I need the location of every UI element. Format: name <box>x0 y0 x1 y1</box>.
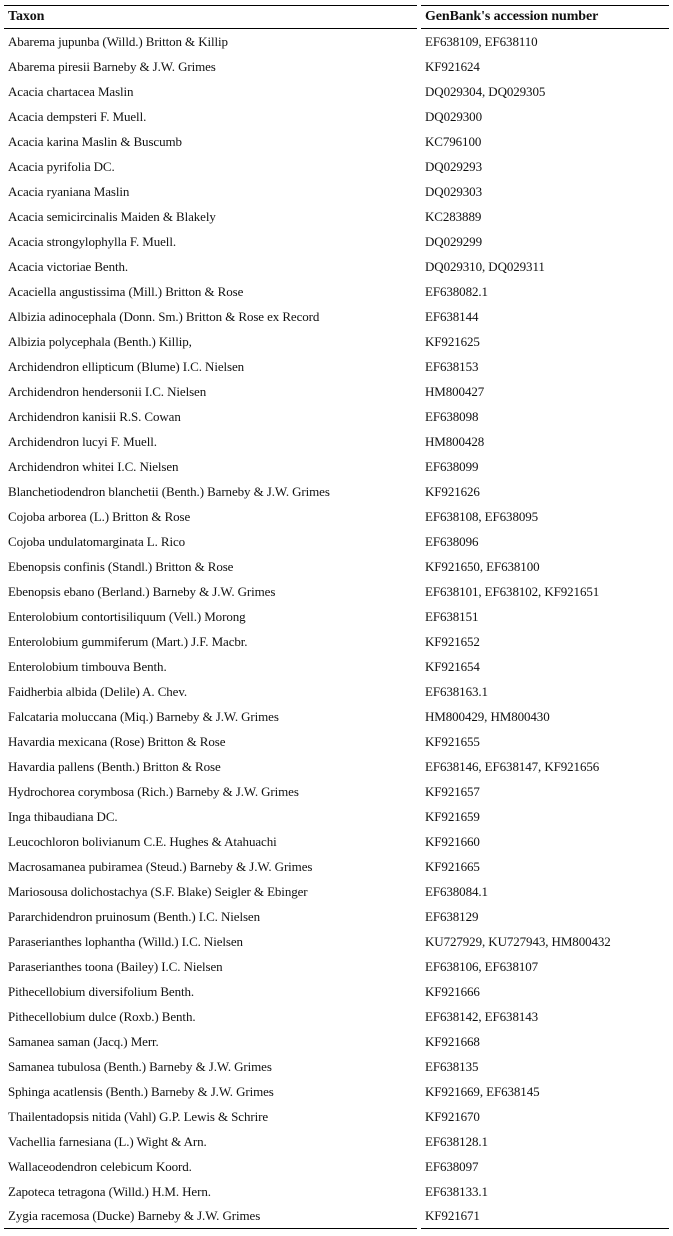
taxon-cell: Hydrochorea corymbosa (Rich.) Barneby & J.W. Grimes <box>8 783 299 799</box>
taxon-cell: Abarema jupunba (Willd.) Britton & Killip <box>8 33 228 49</box>
accession-cell: KF921665 <box>425 858 480 874</box>
taxon-cell: Acacia victoriae Benth. <box>8 258 129 274</box>
accession-cell: KF921655 <box>425 733 480 749</box>
accession-cell: EF638096 <box>425 533 479 549</box>
table-row <box>4 579 669 604</box>
taxon-cell: Acaciella angustissima (Mill.) Britton & Rose <box>8 283 244 299</box>
table-row <box>4 329 669 354</box>
taxon-cell: Havardia pallens (Benth.) Britton & Rose <box>8 758 221 774</box>
table-row <box>4 379 669 404</box>
accession-cell: KF921668 <box>425 1033 480 1049</box>
taxon-cell: Enterolobium contortisiliquum (Vell.) Morong <box>8 608 246 624</box>
taxon-cell: Thailentadopsis nitida (Vahl) G.P. Lewis & Schrire <box>8 1108 269 1124</box>
accession-cell: EF638099 <box>425 458 479 474</box>
accession-cell: EF638106, EF638107 <box>425 958 539 974</box>
taxon-cell: Ebenopsis confinis (Standl.) Britton & Rose <box>8 558 234 574</box>
taxon-cell: Mariosousa dolichostachya (S.F. Blake) Seigler & Ebinger <box>8 883 308 899</box>
taxon-cell: Acacia semicircinalis Maiden & Blakely <box>8 208 216 224</box>
table-row <box>4 129 669 154</box>
table-row <box>4 1079 669 1104</box>
taxon-cell: Falcataria moluccana (Miq.) Barneby & J.W. Grimes <box>8 708 279 724</box>
taxon-cell: Havardia mexicana (Rose) Britton & Rose <box>8 733 226 749</box>
table-row <box>4 754 669 779</box>
table-row <box>4 304 669 329</box>
taxon-cell: Ebenopsis ebano (Berland.) Barneby & J.W. Grimes <box>8 583 276 599</box>
accession-cell: KC283889 <box>425 208 482 224</box>
accession-cell: DQ029299 <box>425 233 482 249</box>
taxon-cell: Wallaceodendron celebicum Koord. <box>8 1158 192 1174</box>
taxon-cell: Blanchetiodendron blanchetii (Benth.) Barneby & J.W. Grimes <box>8 483 330 499</box>
taxon-cell: Enterolobium gummiferum (Mart.) J.F. Macbr. <box>8 633 248 649</box>
taxon-cell: Zygia racemosa (Ducke) Barneby & J.W. Grimes <box>4 1204 417 1229</box>
table-row <box>4 54 669 79</box>
accession-cell: EF638142, EF638143 <box>425 1008 539 1024</box>
taxon-cell: Acacia karina Maslin & Buscumb <box>8 133 182 149</box>
header-taxon: Taxon <box>4 5 417 29</box>
table-row <box>4 229 669 254</box>
taxon-cell: Inga thibaudiana DC. <box>8 808 118 824</box>
table-row <box>4 979 669 1004</box>
taxon-cell: Albizia adinocephala (Donn. Sm.) Britton & Rose ex Record <box>8 308 320 324</box>
table-row <box>4 1029 669 1054</box>
accession-cell: KF921670 <box>425 1108 480 1124</box>
accession-cell: KF921652 <box>425 633 480 649</box>
taxon-cell: Archidendron ellipticum (Blume) I.C. Nielsen <box>8 358 245 374</box>
table-row <box>4 854 669 879</box>
accession-cell: EF638084.1 <box>425 883 488 899</box>
accession-cell: EF638151 <box>425 608 479 624</box>
table-row <box>4 1004 669 1029</box>
taxon-cell: Zapoteca tetragona (Willd.) H.M. Hern. <box>8 1183 211 1199</box>
table-row <box>4 529 669 554</box>
table-row <box>4 404 669 429</box>
table-row <box>4 179 669 204</box>
table-row <box>4 654 669 679</box>
table-row <box>4 629 669 654</box>
accession-cell: EF638098 <box>425 408 479 424</box>
taxon-cell: Cojoba undulatomarginata L. Rico <box>8 533 186 549</box>
accession-cell: EF638101, EF638102, KF921651 <box>425 583 600 599</box>
taxon-cell: Archidendron hendersonii I.C. Nielsen <box>8 383 207 399</box>
accession-cell: EF638082.1 <box>425 283 488 299</box>
accession-table <box>4 5 669 1229</box>
table-row <box>4 454 669 479</box>
table-row <box>4 779 669 804</box>
taxon-cell: Archidendron lucyi F. Muell. <box>8 433 157 449</box>
table-row <box>4 1129 669 1154</box>
accession-cell: KF921657 <box>425 783 480 799</box>
accession-cell: EF638129 <box>425 908 479 924</box>
accession-cell: KF921654 <box>425 658 480 674</box>
accession-cell: DQ029310, DQ029311 <box>425 258 545 274</box>
table-row <box>4 1204 669 1229</box>
table-header <box>4 5 669 29</box>
table-row <box>4 1179 669 1204</box>
accession-cell: EF638109, EF638110 <box>425 33 538 49</box>
accession-cell: EF638097 <box>425 1158 479 1174</box>
taxon-cell: Acacia dempsteri F. Muell. <box>8 108 147 124</box>
accession-cell: HM800429, HM800430 <box>425 708 550 724</box>
table-row <box>4 679 669 704</box>
accession-cell: DQ029304, DQ029305 <box>425 83 546 99</box>
table-row <box>4 279 669 304</box>
table-row <box>4 929 669 954</box>
accession-cell: HM800427 <box>425 383 485 399</box>
taxon-cell: Samanea tubulosa (Benth.) Barneby & J.W. Grimes <box>8 1058 272 1074</box>
taxon-cell: Archidendron whitei I.C. Nielsen <box>8 458 179 474</box>
taxon-cell: Faidherbia albida (Delile) A. Chev. <box>8 683 188 699</box>
taxon-cell: Vachellia farnesiana (L.) Wight & Arn. <box>8 1133 207 1149</box>
table-row <box>4 104 669 129</box>
table-row <box>4 479 669 504</box>
accession-cell: EF638153 <box>425 358 479 374</box>
taxon-cell: Acacia pyrifolia DC. <box>8 158 115 174</box>
taxon-cell: Macrosamanea pubiramea (Steud.) Barneby & J.W. Grimes <box>8 858 313 874</box>
accession-cell: EF638135 <box>425 1058 479 1074</box>
table-row <box>4 904 669 929</box>
accession-cell: KF921666 <box>425 983 480 999</box>
accession-cell: EF638133.1 <box>425 1183 488 1199</box>
table-row <box>4 729 669 754</box>
taxon-cell: Albizia polycephala (Benth.) Killip, <box>8 333 192 349</box>
accession-cell: KC796100 <box>425 133 482 149</box>
table-row <box>4 804 669 829</box>
taxon-cell: Pithecellobium diversifolium Benth. <box>8 983 195 999</box>
table-row <box>4 554 669 579</box>
table-row <box>4 829 669 854</box>
taxon-cell: Cojoba arborea (L.) Britton & Rose <box>8 508 191 524</box>
table-row <box>4 354 669 379</box>
accession-cell: KF921626 <box>425 483 480 499</box>
taxon-cell: Enterolobium timbouva Benth. <box>8 658 167 674</box>
header-accession: GenBank's accession number <box>421 5 669 29</box>
table-row <box>4 604 669 629</box>
accession-cell: KF921671 <box>421 1204 669 1229</box>
table-row <box>4 704 669 729</box>
accession-cell: KF921669, EF638145 <box>425 1083 540 1099</box>
table-row <box>4 254 669 279</box>
accession-cell: KF921659 <box>425 808 480 824</box>
table-row <box>4 29 669 54</box>
taxon-cell: Leucochloron bolivianum C.E. Hughes & Atahuachi <box>8 833 277 849</box>
table-row <box>4 204 669 229</box>
accession-cell: EF638108, EF638095 <box>425 508 539 524</box>
accession-cell: EF638146, EF638147, KF921656 <box>425 758 600 774</box>
table-row <box>4 79 669 104</box>
accession-cell: KF921660 <box>425 833 480 849</box>
taxon-cell: Sphinga acatlensis (Benth.) Barneby & J.W. Grimes <box>8 1083 274 1099</box>
accession-cell: HM800428 <box>425 433 485 449</box>
taxon-cell: Acacia strongylophylla F. Muell. <box>8 233 176 249</box>
taxon-cell: Pithecellobium dulce (Roxb.) Benth. <box>8 1008 196 1024</box>
table-body <box>4 29 669 1229</box>
table-row <box>4 429 669 454</box>
taxon-cell: Pararchidendron pruinosum (Benth.) I.C. Nielsen <box>8 908 260 924</box>
accession-cell: EF638163.1 <box>425 683 488 699</box>
taxon-cell: Abarema piresii Barneby & J.W. Grimes <box>8 58 216 74</box>
accession-cell: KF921624 <box>425 58 480 74</box>
accession-cell: DQ029303 <box>425 183 482 199</box>
taxon-cell: Acacia ryaniana Maslin <box>8 183 130 199</box>
accession-cell: EF638144 <box>425 308 479 324</box>
table-row <box>4 154 669 179</box>
taxon-cell: Samanea saman (Jacq.) Merr. <box>8 1033 159 1049</box>
taxon-cell: Archidendron kanisii R.S. Cowan <box>8 408 181 424</box>
table-row <box>4 954 669 979</box>
accession-cell: DQ029293 <box>425 158 482 174</box>
table-row <box>4 1154 669 1179</box>
taxon-cell: Paraserianthes lophantha (Willd.) I.C. Nielsen <box>8 933 243 949</box>
accession-cell: KF921625 <box>425 333 480 349</box>
accession-cell: KU727929, KU727943, HM800432 <box>425 933 611 949</box>
table-row <box>4 1104 669 1129</box>
accession-cell: KF921650, EF638100 <box>425 558 540 574</box>
table-row <box>4 1054 669 1079</box>
taxon-cell: Paraserianthes toona (Bailey) I.C. Nielsen <box>8 958 223 974</box>
table-row <box>4 879 669 904</box>
accession-cell: DQ029300 <box>425 108 482 124</box>
taxon-cell: Acacia chartacea Maslin <box>8 83 134 99</box>
accession-cell: EF638128.1 <box>425 1133 488 1149</box>
table-row <box>4 504 669 529</box>
